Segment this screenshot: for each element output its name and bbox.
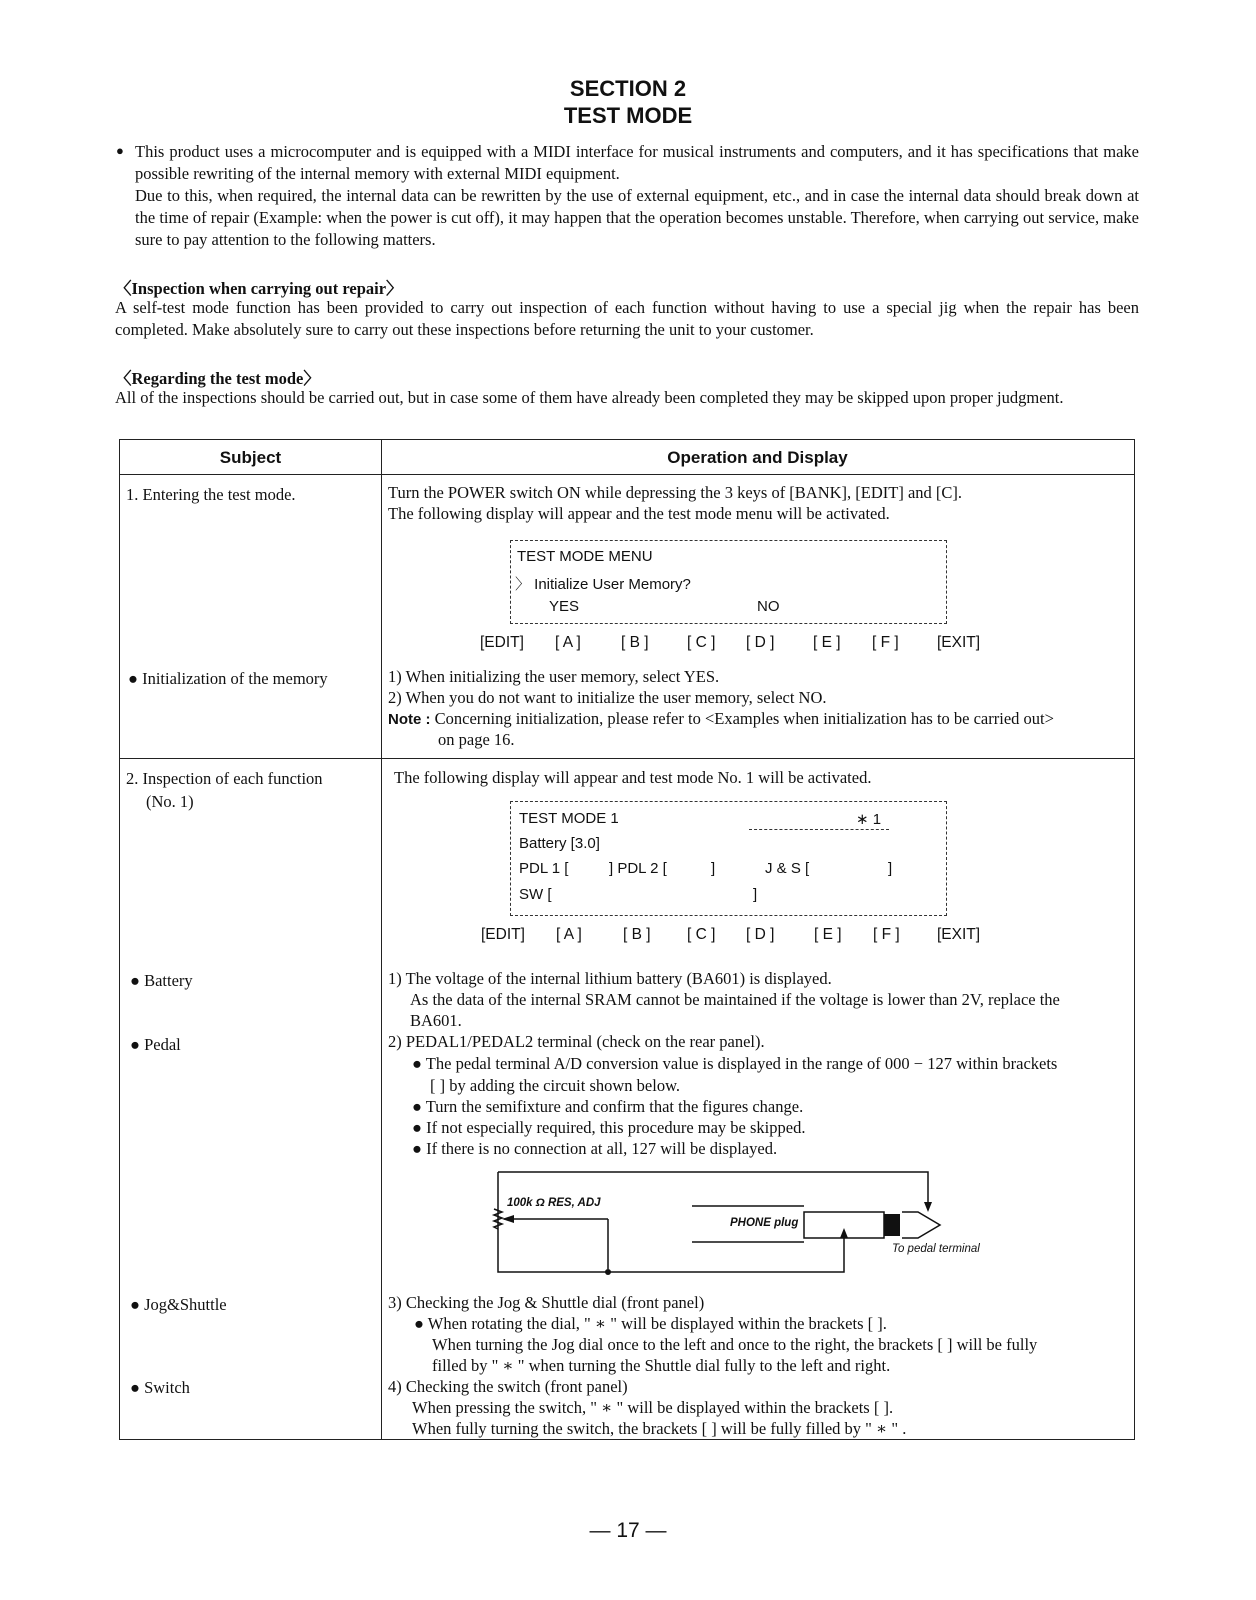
entering-line-1: Turn the POWER switch ON while depressing the 3 keys of [BANK], [EDIT] and [C]. <box>388 483 963 502</box>
lcd-test1-pdl1: PDL 1 [ <box>519 860 569 877</box>
column-divider <box>381 440 382 1439</box>
key-d: [ D ] <box>746 926 775 943</box>
resistor-label: 100k Ω RES, ADJ <box>507 1197 601 1209</box>
battery-line-1: 1) The voltage of the internal lithium battery (BA601) is displayed. <box>388 969 832 988</box>
key-e: [ E ] <box>813 634 841 651</box>
subject-jog-shuttle: ● Jog&Shuttle <box>130 1295 227 1314</box>
lcd-test1-sw-close: ] <box>753 886 758 903</box>
junction-dot <box>605 1269 611 1275</box>
init-note <box>388 708 1054 730</box>
pedal-line-6: ● If there is no connection at all, 127 will be displayed. <box>412 1139 778 1158</box>
intro-bullet: ● <box>116 143 124 158</box>
subject-entering: 1. Entering the test mode. <box>126 485 296 504</box>
lcd-menu-line-2: 〉 Initialize User Memory? <box>515 576 691 593</box>
lcd-test1-js-close: ] <box>888 860 893 877</box>
subject-switch: ● Switch <box>130 1378 190 1397</box>
pedal-terminal-label: To pedal terminal <box>892 1243 980 1255</box>
top-arrow-icon <box>924 1202 932 1212</box>
key-exit: [EXIT] <box>937 926 981 943</box>
key-row-1 <box>480 634 1000 654</box>
subject-pedal: ● Pedal <box>130 1035 181 1054</box>
key-row-2 <box>481 926 1001 946</box>
switch-line-3: When fully turning the switch, the brackets [ ] will be fully filled by " ∗ " . <box>412 1419 907 1438</box>
lcd-test1-dash <box>749 829 889 830</box>
operation-header: Operation and Display <box>667 448 848 467</box>
lcd-menu-yes: YES <box>549 598 580 615</box>
key-c: [ C ] <box>687 634 716 651</box>
key-exit: [EXIT] <box>937 634 981 651</box>
entering-line-2: The following display will appear and the test mode menu will be activated. <box>388 504 890 523</box>
bottom-arrow-icon <box>840 1228 848 1238</box>
wiper-arrow-icon <box>502 1215 514 1223</box>
pedal-line-4: ● Turn the semifixture and confirm that the figures change. <box>412 1097 804 1116</box>
key-c: [ C ] <box>687 926 716 943</box>
key-edit: [EDIT] <box>481 926 525 943</box>
lcd-test1-pdl2-close: ] <box>711 860 716 877</box>
key-f: [ F ] <box>873 926 900 943</box>
subject-header: Subject <box>219 448 282 467</box>
pedal-line-2: ● The pedal terminal A/D conversion value is displayed in the range of 000 − 127 within brackets <box>412 1054 1058 1073</box>
key-e: [ E ] <box>814 926 842 943</box>
test-mode-table <box>119 439 1135 1440</box>
subject-inspection-a: 2. Inspection of each function <box>126 769 323 788</box>
row-divider <box>120 758 1134 759</box>
section-number: SECTION 2 <box>569 76 687 101</box>
init-line-1: 1) When initializing the user memory, select YES. <box>388 667 720 686</box>
key-b: [ B ] <box>623 926 651 943</box>
section-title: TEST MODE <box>563 103 693 128</box>
key-b: [ B ] <box>621 634 649 651</box>
key-f: [ F ] <box>872 634 899 651</box>
battery-line-2: As the data of the internal SRAM cannot be maintained if the voltage is lower than 2V, replace the <box>410 990 1060 1009</box>
phone-plug-tip-icon <box>902 1212 940 1238</box>
intro-paragraph-1: This product uses a microcomputer and is equipped with a MIDI interface for musical instruments and computers, and it has specifications that make possible rewriting of the internal memory with external MIDI equipment. <box>135 142 1139 183</box>
jog-line-2: ● When rotating the dial, " ∗ " will be displayed within the brackets [ ]. <box>414 1314 887 1333</box>
lcd-test1-js: J & S [ <box>765 860 810 877</box>
lcd-menu-line-1: TEST MODE MENU <box>517 548 653 565</box>
battery-line-3: BA601. <box>410 1011 462 1030</box>
jog-line-1: 3) Checking the Jog & Shuttle dial (front panel) <box>388 1293 705 1312</box>
init-note-page: on page 16. <box>438 730 515 749</box>
subject-initialization: ● Initialization of the memory <box>128 669 328 688</box>
note-text: Concerning initialization, please refer to <Examples when initialization has to be carried out> <box>430 709 1054 728</box>
lcd-menu-no: NO <box>757 598 780 615</box>
regarding-text: All of the inspections should be carried out, but in case some of them have already been completed they may be skipped upon proper judgment. <box>115 388 1064 407</box>
jog-line-4: filled by " ∗ " when turning the Shuttle dial fully to the left and right. <box>432 1356 891 1375</box>
inspection-text: A self-test mode function has been provided to carry out inspection of each function without having to use a special jig when the repair has been completed. Make absolutely sure to carry out these inspections before returning the unit to your customer. <box>115 298 1139 339</box>
lcd-test1-line-1: TEST MODE 1 <box>519 810 619 827</box>
lcd-test1-sw: SW [ <box>519 886 552 903</box>
jog-line-3: When turning the Jog dial once to the left and once to the right, the brackets [ ] will be fully <box>432 1335 1038 1354</box>
lcd-display-menu <box>510 540 947 624</box>
lcd-display-test1 <box>510 801 947 916</box>
intro-paragraph-2: Due to this, when required, the internal data can be rewritten by the use of external equipment, etc., and in case the internal data should break down at the time of repair (Example: when the power is cut off), it may happen that the operation becomes unstable. Therefore, when carrying out service, make sure to pay attention to the following matters. <box>135 186 1139 249</box>
lcd-test1-pdl2: ] PDL 2 [ <box>609 860 667 877</box>
subject-battery: ● Battery <box>130 971 193 990</box>
note-label: Note : <box>388 711 431 728</box>
switch-line-1: 4) Checking the switch (front panel) <box>388 1377 628 1396</box>
lcd-test1-battery: Battery [3.0] <box>519 835 600 852</box>
key-d: [ D ] <box>746 634 775 651</box>
pedal-line-3: [ ] by adding the circuit shown below. <box>430 1076 681 1095</box>
key-a: [ A ] <box>555 634 581 651</box>
init-line-2: 2) When you do not want to initialize the user memory, select NO. <box>388 688 827 707</box>
plug-collar <box>884 1214 900 1236</box>
page-number: — 17 — <box>589 1519 667 1542</box>
pedal-line-5: ● If not especially required, this procedure may be skipped. <box>412 1118 806 1137</box>
switch-line-2: When pressing the switch, " ∗ " will be displayed within the brackets [ ]. <box>412 1398 894 1417</box>
header-divider <box>120 474 1134 475</box>
key-a: [ A ] <box>556 926 582 943</box>
subject-inspection-b: (No. 1) <box>146 792 194 811</box>
pedal-line-1: 2) PEDAL1/PEDAL2 terminal (check on the rear panel). <box>388 1032 765 1051</box>
key-edit: [EDIT] <box>480 634 524 651</box>
regarding-heading: 〈Regarding the test mode〉 <box>115 369 320 388</box>
phone-plug-label: PHONE plug <box>730 1217 799 1229</box>
inspection-heading: 〈Inspection when carrying out repair〉 <box>115 279 403 298</box>
test1-intro: The following display will appear and test mode No. 1 will be activated. <box>394 768 872 787</box>
lcd-test1-indicator: ∗ 1 <box>856 811 882 828</box>
